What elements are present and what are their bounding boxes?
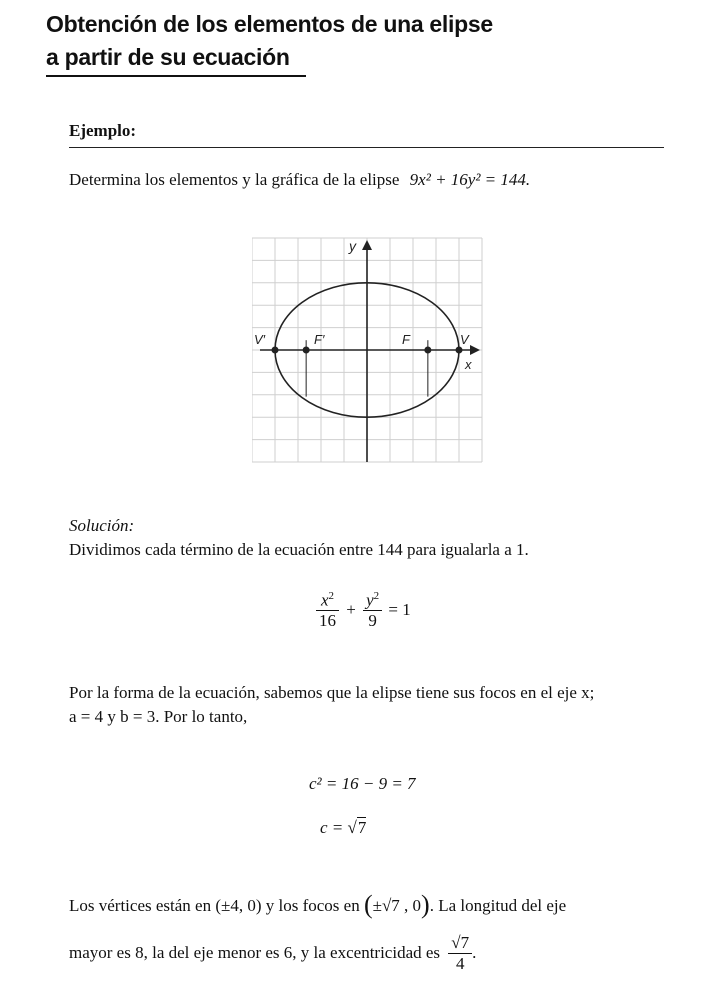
example-divider xyxy=(69,147,664,148)
den-x: 16 xyxy=(319,611,336,631)
prompt-equation: 9x² + 16y² = 144. xyxy=(409,170,531,189)
solution-text-2-line-2: a = 4 y b = 3. Por lo tanto, xyxy=(69,707,248,726)
axis-length-text: . La longitud del eje xyxy=(429,896,567,915)
title-underline xyxy=(46,75,306,77)
solution-text-1: Dividimos cada término de la ecuación entre 144 para igualarla a 1. xyxy=(69,540,529,559)
prompt-text: Determina los elementos y la gráfica de la elipse xyxy=(69,170,400,189)
num-y: y xyxy=(366,590,374,610)
title-line-2: a partir de su ecuación xyxy=(46,44,290,70)
paren-open: ( xyxy=(363,890,373,919)
vertex-left-point xyxy=(272,347,279,354)
paren-close: ) xyxy=(421,890,430,919)
solution-label: Solución: xyxy=(69,516,135,535)
den-y: 9 xyxy=(368,611,377,631)
label-v-left: V′ xyxy=(254,332,266,347)
plus-sign: + xyxy=(346,600,356,620)
ecc-den: 4 xyxy=(455,953,465,973)
equation-c xyxy=(320,818,366,838)
label-y: y xyxy=(349,238,356,254)
sqrt-seven xyxy=(348,818,367,838)
equals-one: = 1 xyxy=(388,600,411,620)
equation-standard-form xyxy=(316,590,411,631)
example-prompt xyxy=(69,170,530,190)
foci-value: ±√7 , 0 xyxy=(372,896,422,915)
exp-x: 2 xyxy=(328,590,335,602)
page-title xyxy=(46,8,526,74)
title-line-1: Obtención de los elementos de una elipse xyxy=(46,11,493,37)
vertices-text: Los vértices están en (±4, 0) y los focos en xyxy=(69,896,360,915)
fraction-x xyxy=(316,590,339,631)
c-lhs: c = xyxy=(320,818,348,837)
x-axis-arrow xyxy=(470,345,480,355)
focus-right-point xyxy=(424,347,431,354)
label-f-left: F′ xyxy=(314,332,325,347)
final-period: . xyxy=(472,943,477,963)
eccentricity-fraction xyxy=(448,933,472,973)
label-x: x xyxy=(465,357,472,372)
fraction-y xyxy=(363,590,382,631)
vertex-right-point xyxy=(456,347,463,354)
solution-text-3-line-1 xyxy=(69,890,566,920)
solution-text-3-line-2 xyxy=(69,933,476,973)
equation-c-squared: c² = 16 − 9 = 7 xyxy=(309,774,416,793)
radical-sign: √ xyxy=(347,818,357,837)
num-x: x xyxy=(320,590,329,610)
example-label: Ejemplo: xyxy=(69,121,137,140)
y-axis-arrow xyxy=(362,240,372,250)
ellipse-graph xyxy=(252,236,484,464)
eccentricity-text: mayor es 8, la del eje menor es 6, y la excentricidad es xyxy=(69,943,441,963)
radicand: 7 xyxy=(357,818,367,837)
exp-y: 2 xyxy=(373,590,380,602)
focus-left-point xyxy=(303,347,310,354)
ecc-num: √7 xyxy=(448,933,472,954)
solution-text-2 xyxy=(69,681,669,729)
label-v-right: V xyxy=(460,332,469,347)
label-f-right: F xyxy=(402,332,410,347)
solution-text-2-line-1: Por la forma de la ecuación, sabemos que la elipse tiene sus focos en el eje x; xyxy=(69,683,595,702)
